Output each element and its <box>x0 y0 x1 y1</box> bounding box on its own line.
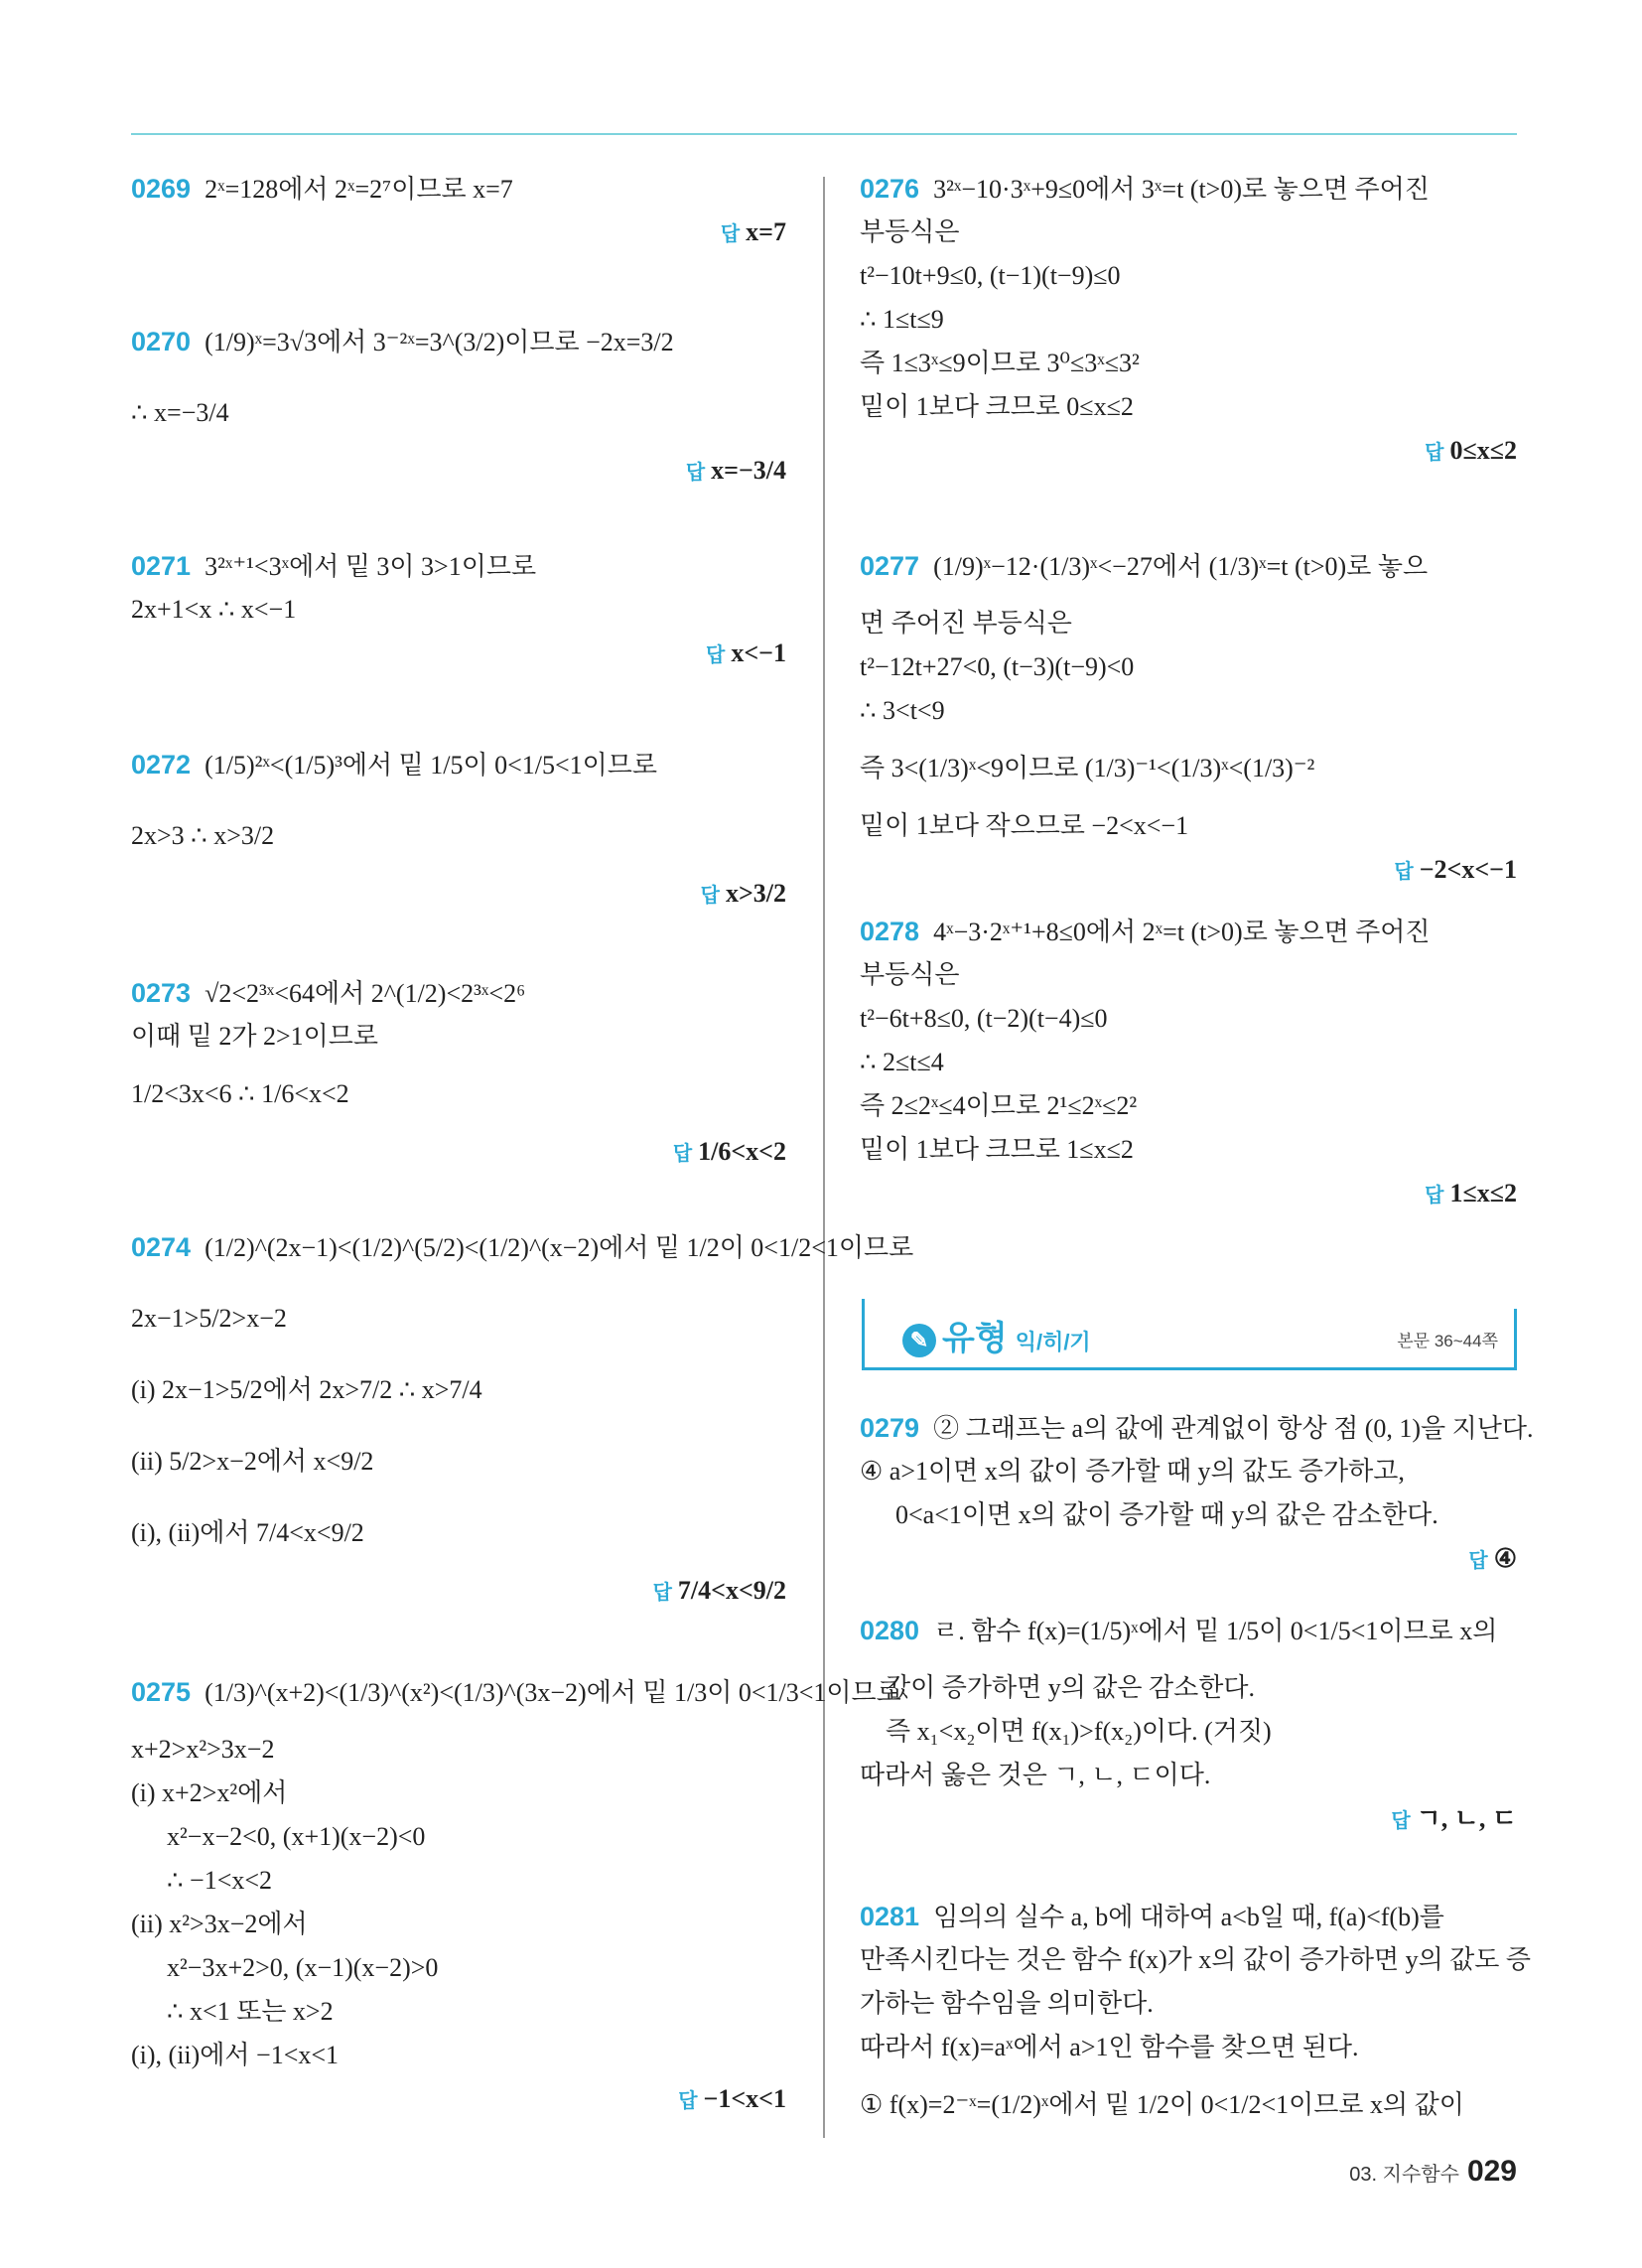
solution-line <box>860 1938 1532 1982</box>
answer-line <box>131 2077 786 2121</box>
solution-text: x+2>x²>3x−2 <box>131 1735 275 1764</box>
solution-line <box>131 167 786 211</box>
answer-line <box>860 848 1517 892</box>
answer-tag: 답 <box>1468 1550 1488 1572</box>
solution-text: (1/3)^(x+2)<(1/3)^(x²)<(1/3)^(3x−2)에서 밑 1/3이 0<1/3<1이므로 <box>205 1678 901 1707</box>
solution-line <box>131 800 786 872</box>
solution-line <box>860 689 1517 733</box>
solution-line <box>131 1990 786 2034</box>
solution-text: 밑이 1보다 크므로 0≤x≤2 <box>860 392 1134 421</box>
solution-text: (i) x+2>x²에서 <box>131 1778 288 1807</box>
solution-line <box>860 1895 1517 1938</box>
solution-line <box>860 298 1517 342</box>
page-number: 029 <box>1466 2155 1517 2188</box>
solution-text: (1/2)^(2x−1)<(1/2)^(5/2)<(1/2)^(x−2)에서 밑 1/2이 0<1/2<1이므로 <box>205 1233 914 1262</box>
solution-line <box>860 733 1517 804</box>
solution-text: 면 주어진 부등식은 <box>860 609 1072 638</box>
solution-line <box>131 1354 786 1426</box>
solution-text: 부등식은 <box>860 960 960 989</box>
solution-line <box>131 1772 786 1815</box>
solution-text: (1/9)ˣ=3√3에서 3⁻²ˣ=3^(3/2)이므로 −2x=3/2 <box>205 328 674 356</box>
answer-value: x>3/2 <box>725 879 786 908</box>
solution-text: 밑이 1보다 작으므로 −2<x<−1 <box>860 811 1189 840</box>
section-header-box <box>862 1309 1517 1370</box>
answer-line <box>131 632 786 675</box>
problem-number: 0271 <box>131 551 192 581</box>
solution-line <box>131 1903 786 1946</box>
solution-text: 1/2<3x<6 ∴ 1/6<x<2 <box>131 1079 349 1108</box>
solution-line <box>860 1595 1517 1666</box>
solution-line <box>131 1211 914 1283</box>
solution-text: (ii) 5/2>x−2에서 x<9/2 <box>131 1447 374 1476</box>
answer-tag: 답 <box>652 1582 672 1604</box>
solution-line <box>860 2069 1517 2141</box>
answer-line <box>860 429 1517 473</box>
answer-line <box>860 1797 1517 1841</box>
solution-line <box>131 1859 786 1903</box>
solution-text: (1/9)ˣ−12·(1/3)ˣ<−27에서 (1/3)ˣ=t (t>0)로 놓으 <box>933 552 1429 581</box>
solution-text: √2<2³ˣ<64에서 2^(1/2)<2³ˣ<2⁶ <box>205 979 526 1008</box>
solution-text: 임의의 실수 a, b에 대하여 a<b일 때, f(a)<f(b)를 <box>933 1903 1444 1931</box>
solution-line <box>131 1497 786 1569</box>
answer-tag: 답 <box>672 1143 693 1165</box>
solution-text: 3²ˣ−10·3ˣ+9≤0에서 3ˣ=t (t>0)로 놓으면 주어진 <box>933 175 1430 204</box>
problem-number: 0274 <box>131 1232 192 1262</box>
solution-text: 따라서 옳은 것은 ㄱ, ㄴ, ㄷ이다. <box>860 1761 1211 1789</box>
solution-line <box>860 645 1517 689</box>
solution-text: 즉 1≤3ˣ≤9이므로 3⁰≤3ˣ≤3² <box>860 349 1140 377</box>
solution-line <box>860 602 1517 645</box>
solution-line <box>131 1059 786 1130</box>
solution-text: 즉 x₁<x₂이면 f(x₁)>f(x₂)이다. (거짓) <box>886 1717 1272 1746</box>
solution-line <box>860 1084 1517 1128</box>
problem-number: 0269 <box>131 174 192 204</box>
solution-line <box>131 1946 786 1990</box>
solution-text: 이때 밑 2가 2>1이므로 <box>131 1022 378 1051</box>
answer-tag: 답 <box>706 644 726 666</box>
problem-number: 0273 <box>131 978 192 1008</box>
problem-0270 <box>131 306 786 485</box>
chapter-label: 03. 지수함수 <box>1349 2164 1459 2186</box>
solution-text: ① f(x)=2⁻ˣ=(1/2)ˣ에서 밑 1/2이 0<1/2<1이므로 x의 값이 <box>860 2090 1464 2119</box>
problem-0279 <box>860 1406 1534 1573</box>
solution-line <box>131 306 786 377</box>
solution-text: 2x+1<x ∴ x<−1 <box>131 595 297 624</box>
solution-text: (i) 2x−1>5/2에서 2x>7/2 ∴ x>7/4 <box>131 1375 482 1404</box>
solution-line <box>860 385 1517 429</box>
solution-line <box>131 1656 901 1728</box>
solution-line <box>860 1754 1517 1797</box>
answer-value: x=−3/4 <box>711 456 786 485</box>
solution-text: ∴ −1<x<2 <box>167 1866 273 1895</box>
problem-number: 0281 <box>860 1902 920 1931</box>
solution-text: t²−10t+9≤0, (t−1)(t−9)≤0 <box>860 261 1121 290</box>
solution-text: ④ a>1이면 x의 값이 증가할 때 y의 값도 증가하고, <box>860 1457 1405 1486</box>
problem-0278 <box>860 910 1517 1207</box>
solution-line <box>131 1015 786 1059</box>
solution-line <box>860 804 1517 848</box>
solution-text: (1/5)²ˣ<(1/5)³에서 밑 1/5이 0<1/5<1이므로 <box>205 751 658 780</box>
solution-text: 만족시킨다는 것은 함수 f(x)가 x의 값이 증가하면 y의 값도 증 <box>860 1945 1532 1974</box>
answer-tag: 답 <box>720 223 741 245</box>
problem-number: 0275 <box>131 1677 192 1707</box>
solution-text: ∴ 3<t<9 <box>860 696 945 725</box>
section-reference: 본문 36~44쪽 <box>1397 1332 1498 1350</box>
answer-line <box>131 211 786 254</box>
solution-text: 0<a<1이면 x의 값이 증가할 때 y의 값은 감소한다. <box>895 1500 1438 1529</box>
solution-text: (i), (ii)에서 7/4<x<9/2 <box>131 1518 364 1547</box>
solution-text: 2x−1>5/2>x−2 <box>131 1304 287 1333</box>
answer-tag: 답 <box>1425 1185 1444 1206</box>
answer-tag: 답 <box>678 2090 698 2112</box>
problem-0277 <box>860 530 1517 884</box>
solution-line <box>860 211 1517 254</box>
problem-0272 <box>131 729 786 908</box>
solution-text: 가하는 함수임을 의미한다. <box>860 1989 1154 2018</box>
answer-line <box>131 1130 786 1174</box>
solution-line <box>860 2026 1517 2069</box>
solution-line <box>860 167 1517 211</box>
solution-line <box>860 1406 1534 1450</box>
solution-line <box>860 910 1517 953</box>
problem-number: 0280 <box>860 1616 920 1645</box>
solution-text: x²−3x+2>0, (x−1)(x−2)>0 <box>167 1953 439 1982</box>
solution-text: 3²ˣ⁺¹<3ˣ에서 밑 3이 3>1이므로 <box>205 552 537 581</box>
solution-line <box>860 953 1517 997</box>
solution-line <box>860 1041 1517 1084</box>
solution-line <box>860 1128 1517 1172</box>
answer-value: ㄱ, ㄴ, ㄷ <box>1416 1804 1517 1833</box>
solution-line <box>860 342 1517 385</box>
answer-value: 0≤x≤2 <box>1449 436 1517 465</box>
answer-value: −2<x<−1 <box>1419 855 1517 884</box>
problem-0269 <box>131 167 786 246</box>
solution-text: (i), (ii)에서 −1<x<1 <box>131 2041 340 2069</box>
solution-line <box>131 377 786 449</box>
problem-0273 <box>131 971 786 1166</box>
solution-line <box>860 1450 1517 1493</box>
solution-text: ∴ x=−3/4 <box>131 398 229 427</box>
solution-line <box>131 729 786 800</box>
answer-line <box>860 1172 1517 1215</box>
answer-line <box>131 449 786 493</box>
pencil-icon: ✎ <box>902 1324 936 1357</box>
solution-line <box>131 544 786 588</box>
solution-line <box>860 1710 1517 1754</box>
problem-number: 0270 <box>131 327 192 356</box>
solution-line <box>131 971 786 1015</box>
solution-text: 2x>3 ∴ x>3/2 <box>131 821 275 850</box>
solution-text: ∴ x<1 또는 x>2 <box>167 1997 334 2026</box>
column-divider <box>823 177 825 2138</box>
solution-text: 밑이 1보다 크므로 1≤x≤2 <box>860 1135 1134 1164</box>
problem-number: 0277 <box>860 551 920 581</box>
problem-number: 0279 <box>860 1413 920 1443</box>
answer-value: 1/6<x<2 <box>698 1137 786 1166</box>
answer-value: ④ <box>1493 1544 1517 1573</box>
section-title: ✎ 유형 익/히/기 <box>902 1311 1091 1359</box>
solution-line <box>131 1426 786 1497</box>
solution-text: ∴ 1≤t≤9 <box>860 305 944 334</box>
problem-number: 0272 <box>131 750 192 780</box>
answer-value: 7/4<x<9/2 <box>677 1576 786 1605</box>
problem-0276 <box>860 167 1517 465</box>
solution-line <box>131 1728 786 1772</box>
problem-0271 <box>131 544 786 667</box>
problem-number: 0276 <box>860 174 920 204</box>
solution-text: 2ˣ=128에서 2ˣ=2⁷이므로 x=7 <box>205 175 513 204</box>
answer-line <box>860 1537 1517 1581</box>
answer-line <box>131 872 786 916</box>
solution-line <box>860 530 1517 602</box>
solution-text: ∴ 2≤t≤4 <box>860 1048 944 1076</box>
solution-text: x²−x−2<0, (x+1)(x−2)<0 <box>167 1822 426 1851</box>
answer-value: 1≤x≤2 <box>1449 1179 1517 1207</box>
solution-text: 따라서 f(x)=aˣ에서 a>1인 함수를 찾으면 된다. <box>860 2033 1359 2061</box>
problem-0280 <box>860 1595 1517 1833</box>
answer-value: x=7 <box>746 217 786 246</box>
solution-line <box>131 1283 786 1354</box>
solution-text: 4ˣ−3·2ˣ⁺¹+8≤0에서 2ˣ=t (t>0)로 놓으면 주어진 <box>933 918 1431 946</box>
solution-text: ㄹ. 함수 f(x)=(1/5)ˣ에서 밑 1/5이 0<1/5<1이므로 x의 <box>933 1617 1498 1645</box>
solution-text: 값이 증가하면 y의 값은 감소한다. <box>886 1673 1256 1702</box>
answer-value: x<−1 <box>731 638 786 667</box>
solution-text: t²−6t+8≤0, (t−2)(t−4)≤0 <box>860 1004 1108 1033</box>
page-footer <box>1349 2155 1517 2189</box>
solution-text: 즉 3<(1/3)ˣ<9이므로 (1/3)⁻¹<(1/3)ˣ<(1/3)⁻² <box>860 754 1315 782</box>
top-rule <box>131 133 1517 135</box>
answer-tag: 답 <box>1394 861 1414 883</box>
solution-line <box>860 1982 1517 2026</box>
solution-text: (ii) x²>3x−2에서 <box>131 1910 308 1938</box>
solution-line <box>860 1493 1517 1537</box>
answer-tag: 답 <box>700 885 720 907</box>
answer-value: −1<x<1 <box>703 2084 786 2113</box>
solution-line <box>131 588 786 632</box>
solution-line <box>131 2034 786 2077</box>
solution-text: ② 그래프는 a의 값에 관계없이 항상 점 (0, 1)을 지난다. <box>933 1414 1534 1443</box>
problem-number: 0278 <box>860 917 920 946</box>
solution-line <box>860 1666 1517 1710</box>
answer-tag: 답 <box>1425 442 1444 464</box>
solution-text: 즉 2≤2ˣ≤4이므로 2¹≤2ˣ≤2² <box>860 1091 1138 1120</box>
answer-tag: 답 <box>1391 1810 1411 1832</box>
solution-text: t²−12t+27<0, (t−3)(t−9)<0 <box>860 652 1135 681</box>
solution-line <box>860 254 1517 298</box>
answer-tag: 답 <box>685 462 706 484</box>
section-subtitle: 익/히/기 <box>1015 1330 1091 1354</box>
problem-0281 <box>860 1895 1532 2141</box>
solution-line <box>860 997 1517 1041</box>
answer-line <box>131 1569 786 1613</box>
solution-line <box>131 1815 786 1859</box>
solution-text: 부등식은 <box>860 217 960 246</box>
